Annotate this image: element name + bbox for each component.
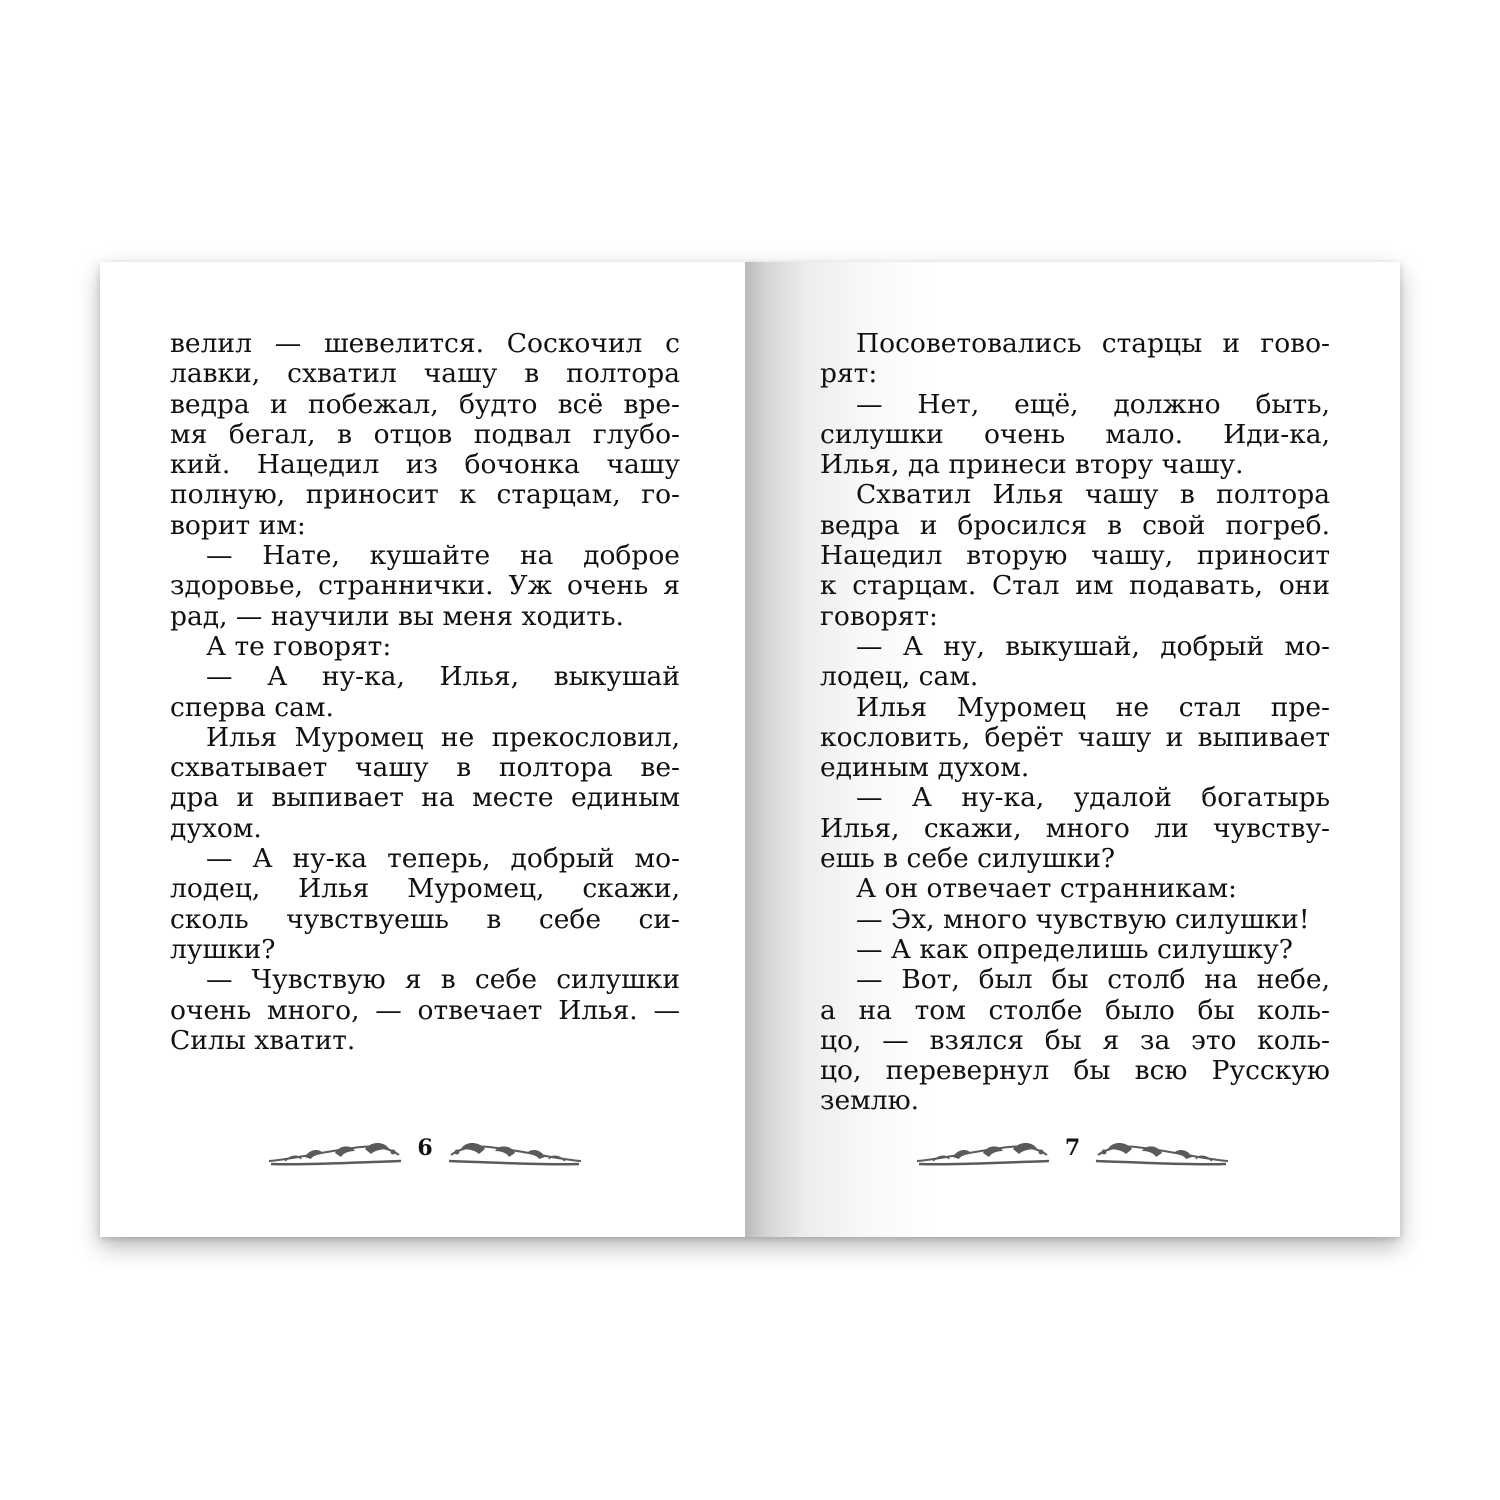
text-line: — А ну-ка теперь, добрый мо-	[206, 843, 680, 875]
flourish-ornament-icon	[265, 1139, 405, 1169]
left-page-footer	[265, 1134, 585, 1174]
text-line: А те говорят:	[206, 630, 392, 662]
text-line: ведра и побежал, будто всё вре-	[170, 388, 680, 420]
flourish-ornament-icon	[913, 1139, 1053, 1169]
text-line: ведра и бросился в свой погреб.	[820, 509, 1330, 541]
text-line: а на том столбе было бы коль-	[820, 994, 1330, 1026]
text-line: лушки?	[170, 933, 276, 965]
right-page-text	[820, 329, 1330, 1117]
text-line: схватывает чашу в полтора ве-	[170, 752, 680, 784]
text-line: А он отвечает странникам:	[856, 873, 1237, 905]
text-line: — А ну-ка, удалой богатырь	[856, 782, 1330, 814]
text-line: кословить, берёт чашу и выпивает	[820, 721, 1330, 753]
text-line: ешь в себе силушки?	[820, 843, 1116, 875]
text-line: Илья, да принеси втору чашу.	[820, 449, 1244, 481]
text-line: сперва сам.	[170, 691, 334, 723]
text-line: Нацедил вторую чашу, приносит	[820, 540, 1330, 572]
right-page	[745, 262, 1400, 1237]
text-line: Илья Муромец не стал пре-	[856, 691, 1330, 723]
text-line: ворит им:	[170, 509, 306, 541]
text-line: цо, — взялся бы я за это коль-	[820, 1024, 1330, 1056]
text-line: мя бегал, в отцов подвал глубо-	[170, 418, 680, 450]
book-spread	[100, 262, 1400, 1237]
text-line: — Нате, кушайте на доброе	[206, 540, 680, 572]
text-line: Илья, скажи, много ли чувству-	[820, 812, 1330, 844]
text-line: велил — шевелится. Соскочил с	[170, 328, 680, 359]
left-page-text	[170, 329, 680, 1056]
text-line: здоровье, страннички. Уж очень я	[170, 570, 680, 602]
flourish-ornament-icon	[1092, 1139, 1232, 1169]
text-line: к старцам. Стал им подавать, они	[820, 570, 1330, 602]
page-number: 6	[417, 1135, 433, 1161]
text-line: сколь чувствуешь в себе си-	[170, 903, 680, 935]
text-line: — Эх, много чувствую силушки!	[856, 903, 1310, 935]
text-line: очень много, — отвечает Илья. —	[170, 994, 680, 1026]
page-number: 7	[1064, 1135, 1081, 1161]
text-line: Илья Муромец не прекословил,	[206, 721, 680, 753]
flourish-ornament-icon	[445, 1139, 585, 1169]
text-line: — А ну-ка, Илья, выкушай	[206, 661, 680, 693]
text-line: землю.	[820, 1085, 920, 1117]
text-line: — А ну, выкушай, добрый мо-	[856, 630, 1330, 662]
text-line: лодец, сам.	[820, 661, 979, 693]
text-line: лавки, схватил чашу в полтора	[170, 358, 680, 390]
text-line: дра и выпивает на месте единым	[170, 782, 680, 814]
text-line: единым духом.	[820, 752, 1030, 784]
text-line: цо, перевернул бы всю Русскую	[820, 1055, 1330, 1087]
text-line: силушки очень мало. Иди-ка,	[820, 418, 1330, 450]
text-line: Силы хватит.	[170, 1024, 356, 1056]
text-line: лодец, Илья Муромец, скажи,	[170, 873, 680, 905]
text-line: полную, приносит к старцам, го-	[170, 479, 680, 511]
text-line: духом.	[170, 812, 262, 844]
text-line: рят:	[820, 358, 878, 390]
text-line: говорят:	[820, 600, 938, 632]
text-line: рад, — научили вы меня ходить.	[170, 600, 624, 632]
text-line: — Чувствую я в себе силушки	[206, 964, 680, 996]
text-line: — Нет, ещё, должно быть,	[856, 388, 1330, 420]
text-line: Схватил Илья чашу в полтора	[856, 479, 1330, 511]
text-line: — Вот, был бы столб на небе,	[856, 964, 1330, 996]
text-line: кий. Нацедил из бочонка чашу	[170, 449, 680, 481]
left-page	[100, 262, 745, 1237]
text-line: Посоветовались старцы и гово-	[856, 328, 1330, 359]
right-page-footer	[910, 1134, 1235, 1174]
text-line: — А как определишь силушку?	[856, 933, 1293, 965]
